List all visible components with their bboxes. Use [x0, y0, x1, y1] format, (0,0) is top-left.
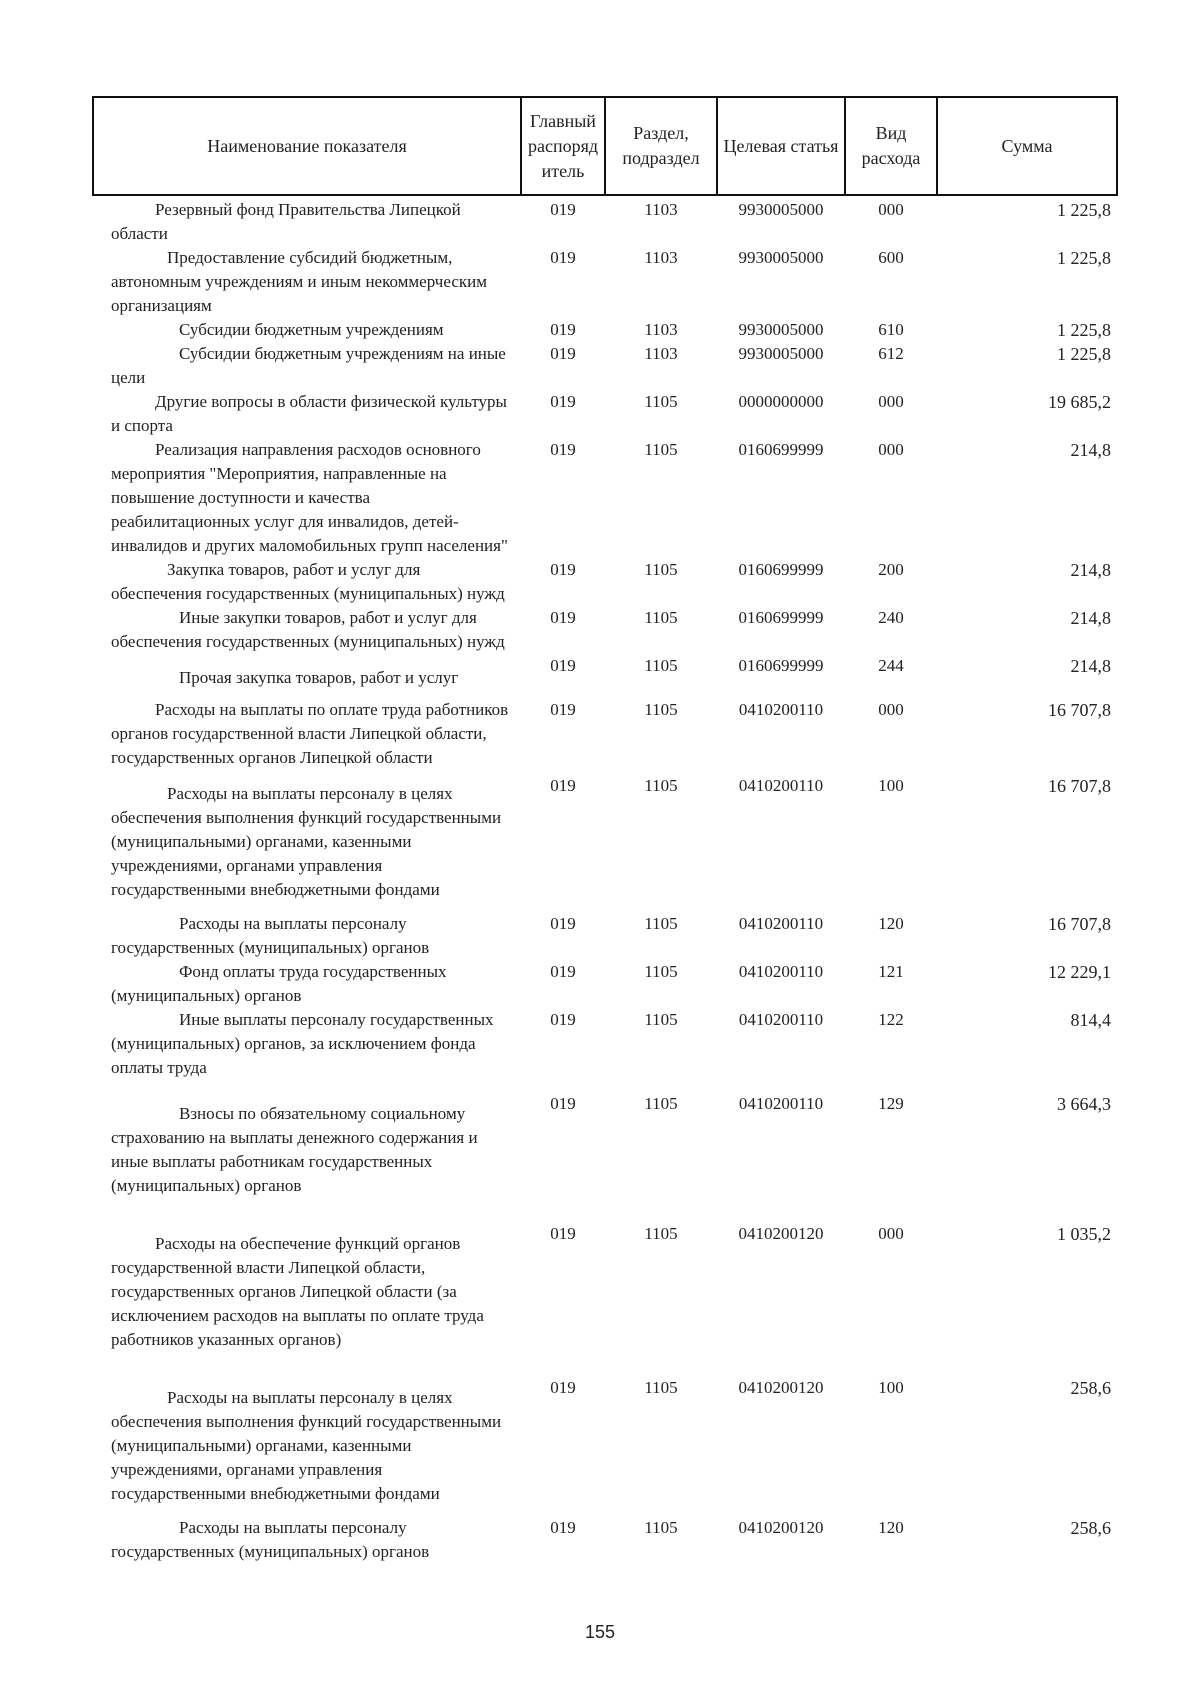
row-cst: 9930005000	[738, 320, 824, 339]
header-cst: Целевая статья	[717, 97, 845, 195]
row-cst: 0160699999	[738, 440, 824, 459]
table-row	[93, 438, 1117, 558]
row-grbs: 019	[550, 962, 576, 981]
row-sum: 814,4	[1070, 1010, 1111, 1030]
row-vid: 120	[878, 1518, 904, 1537]
row-sum: 12 229,1	[1048, 962, 1111, 982]
row-razdel: 1105	[644, 776, 678, 795]
row-razdel: 1103	[644, 200, 678, 219]
row-grbs: 019	[550, 440, 576, 459]
row-sum: 214,8	[1070, 440, 1111, 460]
table-row	[93, 318, 1117, 342]
row-name: Иные закупки товаров, работ и услуг для обеспечения государственных (муниципальных) нужд	[111, 608, 505, 651]
row-cst: 9930005000	[738, 200, 824, 219]
table-row	[93, 342, 1117, 390]
row-name: Расходы на выплаты персоналу в целях обеспечения выполнения функций государственными (муниципальными) органами, казенными учреждениями, органами управления государственными внебюджетными фондами	[111, 784, 502, 899]
table-row	[93, 770, 1117, 902]
row-name: Прочая закупка товаров, работ и услуг	[179, 668, 459, 687]
row-name: Расходы на выплаты персоналу государственных (муниципальных) органов	[111, 914, 430, 957]
table-row	[93, 1080, 1117, 1198]
header-razdel: Раздел, подраздел	[605, 97, 717, 195]
table-row	[93, 690, 1117, 770]
row-name: Расходы на выплаты персоналу в целях обеспечения выполнения функций государственными (муниципальными) органами, казенными учреждениями, органами управления государственными внебюджетными фондами	[111, 1388, 502, 1503]
row-name: Расходы на выплаты по оплате труда работников органов государственной власти Липецкой области, государственных органов Липецкой области	[111, 700, 509, 767]
row-grbs: 019	[550, 700, 576, 719]
row-grbs: 019	[550, 656, 576, 675]
row-name: Предоставление субсидий бюджетным, автономным учреждениям и иным некоммерческим организациям	[111, 248, 487, 315]
table-row	[93, 902, 1117, 960]
header-vid: Вид расхода	[845, 97, 937, 195]
row-cst: 0160699999	[738, 656, 824, 675]
row-vid: 610	[878, 320, 904, 339]
row-razdel: 1105	[644, 440, 678, 459]
table-row	[93, 558, 1117, 606]
row-grbs: 019	[550, 248, 576, 267]
budget-table	[92, 96, 1118, 1564]
row-vid: 122	[878, 1010, 904, 1029]
row-vid: 612	[878, 344, 904, 363]
row-grbs: 019	[550, 200, 576, 219]
row-sum: 258,6	[1070, 1518, 1111, 1538]
row-sum: 19 685,2	[1048, 392, 1111, 412]
row-cst: 9930005000	[738, 248, 824, 267]
row-name: Взносы по обязательному социальному страхованию на выплаты денежного содержания и иные выплаты работникам государственных (муниципальных) органов	[111, 1104, 478, 1195]
row-razdel: 1103	[644, 344, 678, 363]
row-name: Реализация направления расходов основного мероприятия "Мероприятия, направленные на повышение доступности и качества реабилитационных услуг для инвалидов, детей-инвалидов и других маломобильных групп населения"	[111, 440, 508, 555]
row-razdel: 1105	[644, 1224, 678, 1243]
row-vid: 240	[878, 608, 904, 627]
row-grbs: 019	[550, 914, 576, 933]
row-cst: 0410200110	[738, 776, 824, 795]
row-razdel: 1105	[644, 1518, 678, 1537]
page-number: 155	[584, 1622, 616, 1642]
table-row	[93, 606, 1117, 654]
table-row	[93, 246, 1117, 318]
row-razdel: 1105	[644, 914, 678, 933]
row-razdel: 1103	[644, 320, 678, 339]
row-vid: 200	[878, 560, 904, 579]
row-vid: 129	[878, 1094, 904, 1113]
row-razdel: 1105	[644, 656, 678, 675]
row-name: Закупка товаров, работ и услуг для обеспечения государственных (муниципальных) нужд	[111, 560, 505, 603]
row-sum: 214,8	[1070, 560, 1111, 580]
row-sum: 1 225,8	[1057, 344, 1111, 364]
row-grbs: 019	[550, 320, 576, 339]
table-header	[93, 97, 1117, 195]
row-razdel: 1105	[644, 1378, 678, 1397]
row-cst: 0410200110	[738, 914, 824, 933]
row-vid: 000	[878, 700, 904, 719]
table-row	[93, 1352, 1117, 1506]
row-razdel: 1105	[644, 560, 678, 579]
table-row	[93, 960, 1117, 1008]
row-name: Субсидии бюджетным учреждениям	[179, 320, 444, 339]
row-sum: 16 707,8	[1048, 776, 1111, 796]
row-grbs: 019	[550, 776, 576, 795]
row-razdel: 1105	[644, 392, 678, 411]
row-razdel: 1103	[644, 248, 678, 267]
row-cst: 0410200110	[738, 700, 824, 719]
row-cst: 0410200110	[738, 1094, 824, 1113]
row-vid: 600	[878, 248, 904, 267]
row-grbs: 019	[550, 1010, 576, 1029]
row-cst: 0410200120	[738, 1518, 824, 1537]
row-cst: 0000000000	[738, 392, 824, 411]
row-grbs: 019	[550, 560, 576, 579]
row-grbs: 019	[550, 344, 576, 363]
row-grbs: 019	[550, 1518, 576, 1537]
row-cst: 9930005000	[738, 344, 824, 363]
row-razdel: 1105	[644, 962, 678, 981]
row-grbs: 019	[550, 1224, 576, 1243]
row-sum: 16 707,8	[1048, 700, 1111, 720]
row-name: Расходы на обеспечение функций органов государственной власти Липецкой области, государственных органов Липецкой области (за исключением расходов на выплаты по оплате труда работников указанных органов)	[111, 1234, 484, 1349]
row-vid: 000	[878, 440, 904, 459]
row-razdel: 1105	[644, 608, 678, 627]
table-row	[93, 1506, 1117, 1564]
row-cst: 0410200110	[738, 962, 824, 981]
row-grbs: 019	[550, 1094, 576, 1113]
row-sum: 3 664,3	[1057, 1094, 1111, 1114]
row-razdel: 1105	[644, 1094, 678, 1113]
row-cst: 0160699999	[738, 560, 824, 579]
row-vid: 120	[878, 914, 904, 933]
row-sum: 1 225,8	[1057, 320, 1111, 340]
row-cst: 0410200110	[738, 1010, 824, 1029]
row-sum: 1 035,2	[1057, 1224, 1111, 1244]
row-vid: 121	[878, 962, 904, 981]
row-vid: 100	[878, 1378, 904, 1397]
row-vid: 000	[878, 1224, 904, 1243]
row-name: Расходы на выплаты персоналу государственных (муниципальных) органов	[111, 1518, 430, 1561]
row-name: Резервный фонд Правительства Липецкой области	[111, 200, 461, 243]
header-name: Наименование показателя	[93, 97, 521, 195]
row-sum: 16 707,8	[1048, 914, 1111, 934]
row-cst: 0410200120	[738, 1378, 824, 1397]
row-vid: 100	[878, 776, 904, 795]
table-row	[93, 390, 1117, 438]
row-sum: 1 225,8	[1057, 248, 1111, 268]
row-name: Фонд оплаты труда государственных (муниципальных) органов	[111, 962, 447, 1005]
row-name: Субсидии бюджетным учреждениям на иные цели	[111, 344, 506, 387]
row-cst: 0410200120	[738, 1224, 824, 1243]
table-row	[93, 654, 1117, 690]
row-name: Иные выплаты персоналу государственных (муниципальных) органов, за исключением фонда оплаты труда	[111, 1010, 494, 1077]
header-grbs: Главный распоряд итель	[521, 97, 605, 195]
row-sum: 1 225,8	[1057, 200, 1111, 220]
row-vid: 244	[878, 656, 904, 675]
row-razdel: 1105	[644, 700, 678, 719]
header-sum: Сумма	[937, 97, 1117, 195]
row-cst: 0160699999	[738, 608, 824, 627]
row-sum: 258,6	[1070, 1378, 1111, 1398]
row-grbs: 019	[550, 1378, 576, 1397]
row-grbs: 019	[550, 392, 576, 411]
row-vid: 000	[878, 392, 904, 411]
table-row	[93, 1008, 1117, 1080]
row-name: Другие вопросы в области физической культуры и спорта	[111, 392, 507, 435]
row-vid: 000	[878, 200, 904, 219]
row-sum: 214,8	[1070, 656, 1111, 676]
table-row	[93, 1198, 1117, 1352]
row-razdel: 1105	[644, 1010, 678, 1029]
table-body	[93, 195, 1117, 1564]
row-sum: 214,8	[1070, 608, 1111, 628]
row-grbs: 019	[550, 608, 576, 627]
table-row	[93, 195, 1117, 246]
